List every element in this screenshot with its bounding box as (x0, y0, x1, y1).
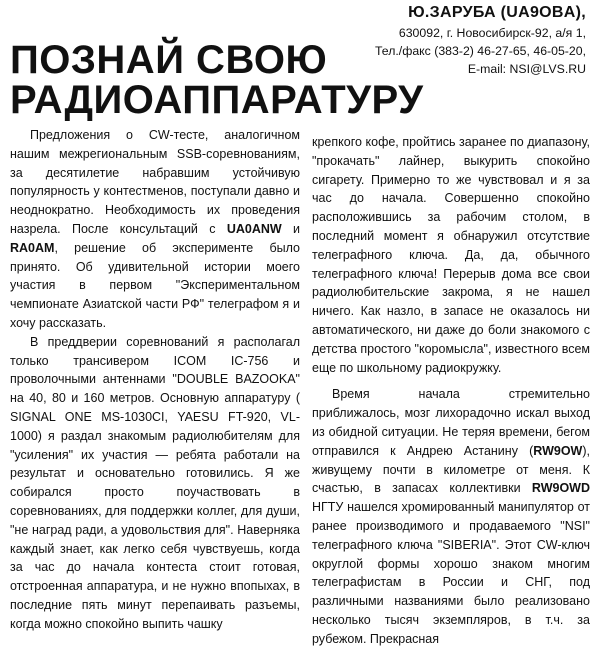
right-column (312, 133, 590, 646)
paragraph-continuation: крепкого кофе, пройтись заранее по диапазону, "прокачать" лайнер, выкурить спокойно сигарету. Примерно то же чувствовал и я за час до начала. Совершенно спокойно расположившись за рабочим столом, в последний момент я обнаружил отсутствие телеграфного ключа. Да, да, обычного телеграфного ключа! Перерыв дома все свои радиолюбительские закрома, я не нашел ничего. Как назло, в запасе не оказалось ни автоматического, ни даже до боли знакомого с детства простого "коромысла", известного всем еще по школьному радиокружку. (312, 135, 590, 375)
title-line-2: РАДИОАППАРАТУРУ (10, 78, 424, 122)
author-phone: Тел./факс (383-2) 46-27-65, 46-05-20, (374, 44, 586, 59)
text: НГТУ нашелся хромированный манипулятор от ранее производимого и продаваемого "NSI" телеграфного ключа "SIBERIA". Этот CW-ключ округлой формы хорошо знаком многим телеграфистам в России и СНГ, под различными названиями было реализовано несколько тысяч экземпляров, в т.ч. за рубежом. Прекрасная (312, 500, 590, 646)
callsign: RW9OWD (531, 481, 590, 496)
text: , решение об эксперименте было принято. Об удивительной истории моего участия в первом "Экспериментальном чемпионате Азиатской части РФ" телеграфом я и хочу рассказать. (10, 240, 300, 330)
paragraph-search (312, 385, 590, 648)
paragraph-preparation: В преддверии соревнований я располагал только трансивером ICOM IC-756 и проволочными антеннами "DOUBLE BAZOOKA" на 40, 80 и 160 метров. Основную аппаратуру ( SIGNAL ONE MS-1030CI, YAESU FT-920, VL-1000) я раздал знакомым радиолюбителям для "усиления" их участия — ребята работали на результат и основательно готовились. Я же собирался просто поучаствовать в соревнованиях, для поддержки коллег, для души, "не наград ради, а удовольствия для". Наверняка каждый знает, как легко себя чувствуешь, когда за час до начала контеста стоит готовая, отстроенная аппаратура, и не нужно впопыхах, в последние пять минут перепаивать разъемы, когда можно спокойно выпить чашку (10, 334, 300, 631)
article-title (10, 38, 424, 122)
callsign: RW9OW (533, 443, 583, 458)
left-column (10, 126, 300, 632)
text: Время начала стремительно приближалось, мозг лихорадочно искал выход из обидной ситуации. Не теряя времени, бегом отправился к Андрею Астанину ( (312, 387, 590, 458)
title-line-1: ПОЗНАЙ СВОЮ (10, 38, 328, 82)
author-email: E-mail: NSI@LVS.RU (467, 62, 586, 77)
callsign: RA0AM (10, 240, 55, 255)
author-name: Ю.ЗАРУБА (UA9OBA), (408, 4, 586, 21)
text: ), живущему почти в километре от меня. К счастью, в запасах коллективки (312, 443, 590, 496)
callsign: UA0ANW (226, 221, 282, 236)
text: Предложения о CW-тесте, аналогичном нашим межрегиональным SSB-соревнованиям, за десятилетие набравшим устойчивую популярность у контестменов, поступали давно и неоднократно. Необходимость их проведения назрела. После консультаций с (10, 128, 300, 236)
author-address: 630092, г. Новосибирск-92, а/я 1, (398, 26, 586, 40)
paragraph-intro (10, 126, 300, 333)
text: и (281, 221, 300, 236)
